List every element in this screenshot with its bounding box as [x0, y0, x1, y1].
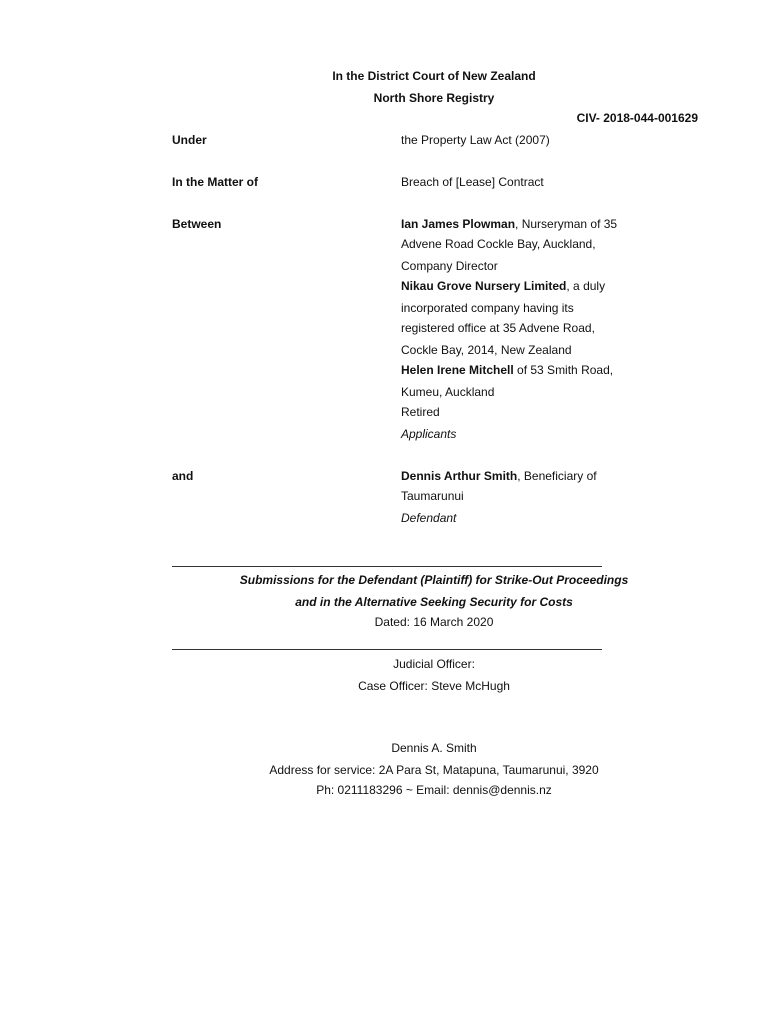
defendant-role: Defendant — [401, 511, 457, 525]
applicant1-rest: , Nurseryman of 35 — [515, 217, 618, 231]
submission-title-line1: Submissions for the Defendant (Plaintiff) for Strike-Out Proceedings — [239, 573, 629, 587]
applicant3-line1 — [401, 363, 613, 377]
contact-details: Ph: 0211183296 ~ Email: dennis@dennis.nz — [316, 783, 552, 797]
submission-title-line2: and in the Alternative Seeking Security for Costs — [295, 595, 573, 609]
registry-title: North Shore Registry — [373, 91, 495, 105]
under-label: Under — [172, 133, 207, 147]
defendant-line1 — [401, 469, 597, 483]
between-label: Between — [172, 217, 222, 231]
applicant2-line3: registered office at 35 Advene Road, — [401, 321, 595, 335]
matter-label: In the Matter of — [172, 175, 258, 189]
applicant1-line3: Company Director — [401, 259, 498, 273]
case-officer: Case Officer: Steve McHugh — [358, 679, 510, 693]
applicant3-rest: of 53 Smith Road, — [513, 363, 614, 377]
applicant1-line1 — [401, 217, 617, 231]
author-name: Dennis A. Smith — [391, 741, 477, 755]
service-address: Address for service: 2A Para St, Matapuna, Taumarunui, 3920 — [269, 763, 599, 777]
applicant1-line2: Advene Road Cockle Bay, Auckland, — [401, 237, 596, 251]
divider-bottom — [172, 649, 602, 650]
divider-top — [172, 566, 602, 567]
judicial-officer: Judicial Officer: — [393, 657, 475, 671]
defendant-name: Dennis Arthur Smith — [401, 469, 518, 483]
applicant3-line3: Retired — [401, 405, 440, 419]
applicant2-name: Nikau Grove Nursery Limited — [401, 279, 567, 293]
court-title: In the District Court of New Zealand — [332, 69, 536, 83]
applicant2-line2: incorporated company having its — [401, 301, 574, 315]
under-value: the Property Law Act (2007) — [401, 133, 550, 147]
applicant3-line2: Kumeu, Auckland — [401, 385, 495, 399]
applicant2-line1 — [401, 279, 605, 293]
applicant2-rest: , a duly — [566, 279, 606, 293]
defendant-line2: Taumarunui — [401, 489, 464, 503]
matter-value: Breach of [Lease] Contract — [401, 175, 544, 189]
applicant1-name: Ian James Plowman — [401, 217, 516, 231]
defendant-rest: , Beneficiary of — [517, 469, 597, 483]
and-label: and — [172, 469, 194, 483]
applicant2-line4: Cockle Bay, 2014, New Zealand — [401, 343, 572, 357]
case-number: CIV- 2018-044-001629 — [576, 111, 698, 125]
applicants-role: Applicants — [401, 427, 457, 441]
submission-date: Dated: 16 March 2020 — [374, 615, 494, 629]
applicant3-name: Helen Irene Mitchell — [401, 363, 514, 377]
